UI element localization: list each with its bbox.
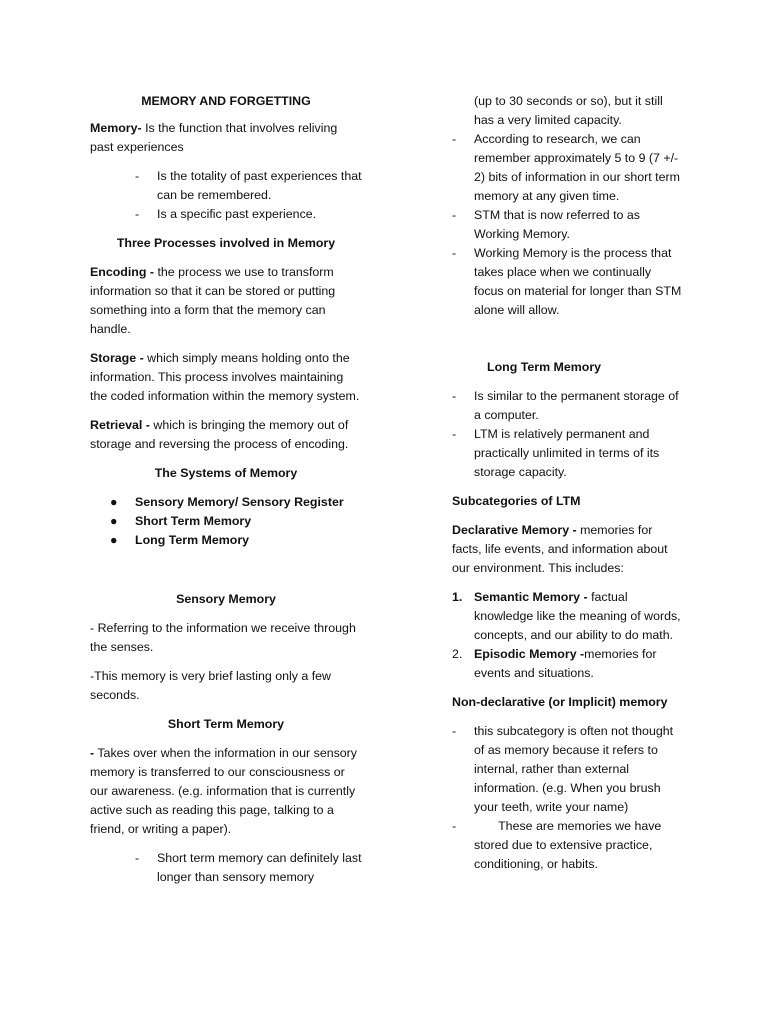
list-item-text: STM that is now referred to as Working Memory. <box>474 208 640 241</box>
encoding-text: the process we use to transform information so that it can be stored or putting something into a form that the memory can handle. <box>90 265 336 336</box>
episodic-term: Episodic Memory - <box>474 647 585 661</box>
list-item: ● Sensory Memory/ Sensory Register <box>110 495 344 509</box>
list-item: - Is similar to the permanent storage of a computer. <box>452 389 679 422</box>
encoding-paragraph <box>90 263 362 339</box>
stm-continuation: (up to 30 seconds or so), but it still has a very limited capacity. <box>474 94 663 127</box>
list-item-text: Is similar to the permanent storage of a computer. <box>474 389 679 422</box>
list-item: - According to research, we can remember approximately 5 to 9 (7 +/- 2) bits of information in our short term memory at any given time. <box>452 132 680 203</box>
semantic-text: factual knowledge like the meaning of words, concepts, and our ability to do math. <box>474 590 681 642</box>
memory-text: Is the function that involves reliving past experiences <box>90 121 338 154</box>
list-item: - this subcategory is often not thought of as memory because it refers to internal, rather than external information. (e.g. When you brush your teeth, write your name) <box>452 724 674 814</box>
list-item: - Short term memory can definitely last longer than sensory memory <box>135 851 362 884</box>
stm-paragraph <box>90 744 362 839</box>
list-item-text: this subcategory is often not thought of as memory because it refers to internal, rather than external information. (e.g. When you brush your teeth, write your name) <box>474 724 674 814</box>
processes-heading: Three Processes involved in Memory <box>116 236 336 250</box>
sensory-heading: Sensory Memory <box>176 592 276 606</box>
list-number: 1. <box>452 590 463 604</box>
list-item: - Working Memory is the process that takes place when we continually focus on material for longer than STM alone will allow. <box>452 246 682 317</box>
list-item-text: LTM is relatively permanent and practically unlimited in terms of its storage capacity. <box>474 427 660 479</box>
list-item-text: Working Memory is the process that takes place when we continually focus on material for longer than STM alone will allow. <box>474 246 682 317</box>
list-item: - LTM is relatively permanent and practically unlimited in terms of its storage capacity. <box>452 427 660 479</box>
list-item-text: Long Term Memory <box>135 533 250 547</box>
encoding-term: Encoding - <box>90 265 155 279</box>
list-item <box>452 588 684 645</box>
nondeclarative-heading: Non-declarative (or Implicit) memory <box>452 695 668 709</box>
sensory-paragraph-1: - Referring to the information we receive through the senses. <box>90 621 356 654</box>
list-item: - Is a specific past experience. <box>135 207 317 221</box>
list-number: 2. <box>452 647 463 661</box>
list-item-text: Sensory Memory/ Sensory Register <box>135 495 344 509</box>
list-item: - Is the totality of past experiences that can be remembered. <box>135 169 362 202</box>
storage-text: which simply means holding onto the information. This process involves maintaining the coded information within the memory system. <box>90 351 360 403</box>
sensory-paragraph-2: -This memory is very brief lasting only a few seconds. <box>90 669 332 702</box>
subcategories-heading: Subcategories of LTM <box>452 494 581 508</box>
list-item: ● Long Term Memory <box>110 533 250 547</box>
list-item <box>452 645 684 683</box>
list-item-text: Is the totality of past experiences that can be remembered. <box>157 169 362 202</box>
retrieval-text: which is bringing the memory out of storage and reversing the process of encoding. <box>90 418 349 451</box>
ltm-heading: Long Term Memory <box>487 360 602 374</box>
memory-term: Memory- <box>90 121 142 135</box>
declarative-term: Declarative Memory - <box>452 523 577 537</box>
stm-dash: - <box>90 746 95 760</box>
list-item: ● Short Term Memory <box>110 514 252 528</box>
declarative-paragraph <box>452 521 684 578</box>
list-item-text: Short Term Memory <box>135 514 252 528</box>
list-item-text: Short term memory can definitely last longer than sensory memory <box>157 851 362 884</box>
storage-paragraph <box>90 349 362 406</box>
list-item-text: According to research, we can remember approximately 5 to 9 (7 +/- 2) bits of information in our short term memory at any given time. <box>474 132 680 203</box>
list-item-text: Is a specific past experience. <box>157 207 317 221</box>
list-item: - STM that is now referred to as Working Memory. <box>452 208 640 241</box>
right-column <box>452 92 684 874</box>
memory-definition <box>90 119 362 157</box>
stm-heading: Short Term Memory <box>167 717 285 731</box>
list-item-text: These are memories we have stored due to extensive practice, conditioning, or habits. <box>474 819 665 871</box>
retrieval-paragraph <box>90 416 362 454</box>
stm-text: Takes over when the information in our sensory memory is transferred to our consciousness or our awareness. (e.g. information that is currently active such as reading this page, talking to a friend, or writing a paper). <box>90 746 358 836</box>
page-title: MEMORY AND FORGETTING <box>141 94 311 108</box>
storage-term: Storage - <box>90 351 144 365</box>
systems-heading: The Systems of Memory <box>154 466 298 480</box>
declarative-text: memories for facts, life events, and information about our environment. This includes: <box>452 523 668 575</box>
left-column <box>90 92 362 887</box>
list-item: - These are memories we have stored due to extensive practice, conditioning, or habits. <box>452 819 665 871</box>
episodic-text: memories for events and situations. <box>474 647 657 680</box>
retrieval-term: Retrieval - <box>90 418 150 432</box>
semantic-term: Semantic Memory - <box>474 590 588 604</box>
